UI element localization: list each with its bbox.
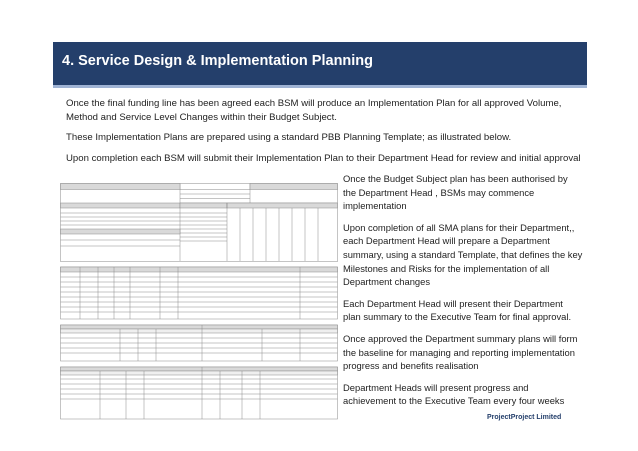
right-column-text — [343, 172, 583, 416]
paragraph-funding-line: Once the final funding line has been agreed each BSM will produce an Implementation Plan for all approved Volume, Method and Service Level Changes within their Budget Subject. — [66, 98, 562, 123]
right-paragraph-progress: Department Heads will present progress and achievement to the Executive Team every four weeks — [343, 381, 565, 407]
right-paragraph-executive-approval: Each Department Head will present their Department plan summary to the Executive Team for final approval. — [343, 297, 572, 323]
slide-title: 4. Service Design & Implementation Planning — [62, 53, 374, 69]
right-paragraph-department-summary: Upon completion of all SMA plans for their Department,, each Department Head will prepare a Department summary, using a standard Template, that defines the key Milestones and Risks for the implementation of all Department changes — [343, 221, 583, 288]
header-bar — [53, 42, 587, 88]
template-grid-image — [60, 183, 338, 447]
paragraph-submission: Upon completion each BSM will submit their Implementation Plan to their Department Head for review and initial approval — [66, 153, 581, 164]
right-paragraph-baseline: Once approved the Department summary plans will form the baseline for managing and reporting implementation progress and benefits realisation — [343, 332, 578, 372]
footer-brand: ProjectProject Limited — [487, 414, 562, 421]
right-paragraph-authorised: Once the Budget Subject plan has been authorised by the Department Head , BSMs may commence implementation — [343, 173, 568, 212]
paragraph-template: These Implementation Plans are prepared using a standard PBB Planning Template; as illustrated below. — [66, 132, 512, 143]
planning-template-thumbnail — [60, 183, 338, 447]
